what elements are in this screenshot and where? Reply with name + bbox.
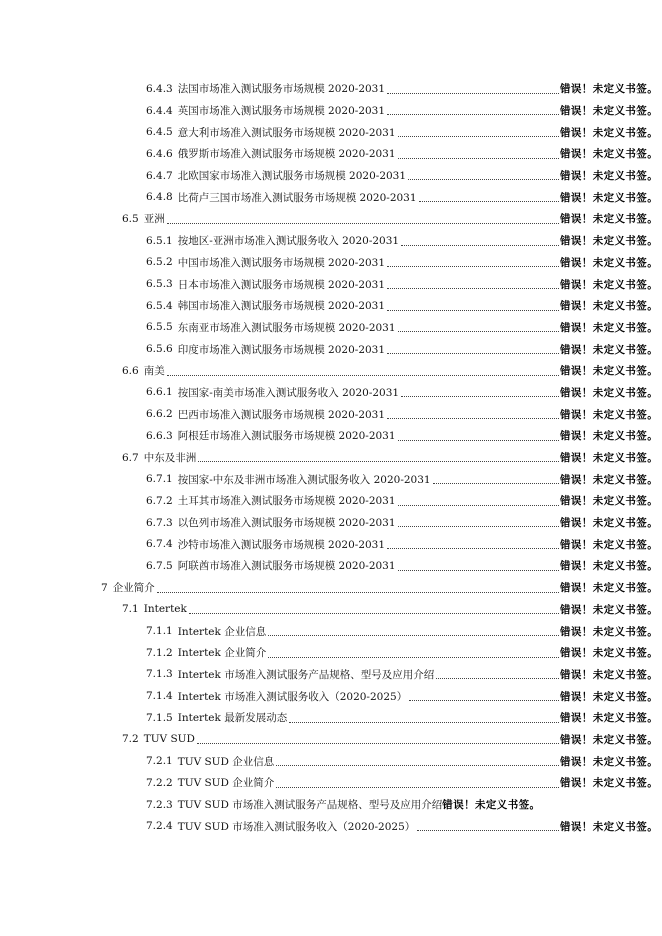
toc-entry[interactable] <box>0 78 662 100</box>
toc-entry-title: 印度市场准入测试服务市场规模 2020-2031 <box>177 343 386 356</box>
dot-leader <box>387 418 559 419</box>
page-ref-error: 错误！未定义书签。 <box>560 386 659 399</box>
toc-entry[interactable] <box>0 815 662 837</box>
toc-entry[interactable] <box>0 468 662 490</box>
toc-entry[interactable] <box>0 338 662 360</box>
page-ref-error: 错误！未定义书签。 <box>560 278 659 291</box>
dot-leader <box>387 93 559 94</box>
page-ref-error: 错误！未定义书签。 <box>560 343 659 356</box>
dot-leader <box>436 678 559 679</box>
page-ref-error: 错误！未定义书签。 <box>560 538 659 551</box>
toc-entry-number: 7.1 <box>122 603 139 616</box>
toc-entry[interactable] <box>0 121 662 143</box>
dot-leader <box>289 722 559 723</box>
dot-leader <box>189 613 559 614</box>
toc-entry[interactable] <box>0 664 662 686</box>
toc-entry-number: 6.6.2 <box>146 408 173 421</box>
page-ref-error: 错误！未定义书签。 <box>560 235 659 248</box>
page-ref-error: 错误！未定义书签。 <box>560 126 659 139</box>
page-ref-error: 错误！未定义书签。 <box>560 148 659 161</box>
page-ref-error: 错误！未定义书签。 <box>560 430 659 443</box>
toc-entry[interactable] <box>0 317 662 339</box>
toc-entry[interactable] <box>0 143 662 165</box>
toc-entry-title: TUV SUD 市场准入测试服务收入（2020-2025） <box>177 820 416 833</box>
dot-leader <box>387 310 559 311</box>
toc-entry-title: 阿根廷市场准入测试服务市场规模 2020-2031 <box>177 430 396 443</box>
toc-entry[interactable] <box>0 425 662 447</box>
toc-entry-title: 企业简介 <box>112 582 155 595</box>
dot-leader <box>276 787 559 788</box>
toc-entry-title: TUV SUD 市场准入测试服务产品规格、型号及应用介绍 <box>177 799 443 812</box>
page-ref-error: 错误！未定义书签。 <box>560 495 659 508</box>
toc-entry-title: 比荷卢三国市场准入测试服务市场规模 2020-2031 <box>177 191 417 204</box>
toc-entry-number: 7.2.1 <box>146 755 173 768</box>
toc-entry-title: 阿联酋市场准入测试服务市场规模 2020-2031 <box>177 560 396 573</box>
toc-entry-number: 6.6.3 <box>146 429 173 442</box>
toc-entry-title: 按国家-南美市场准入测试服务收入 2020-2031 <box>177 386 400 399</box>
toc-entry-title: 亚洲 <box>143 213 165 226</box>
toc-entry-title: 韩国市场准入测试服务市场规模 2020-2031 <box>177 300 386 313</box>
dot-leader <box>401 245 559 246</box>
toc-entry[interactable] <box>0 620 662 642</box>
toc-entry-title: 北欧国家市场准入测试服务市场规模 2020-2031 <box>177 170 407 183</box>
toc-entry-title: Intertek 市场准入测试服务收入（2020-2025） <box>177 690 408 703</box>
toc-entry[interactable] <box>0 295 662 317</box>
dot-leader <box>419 201 559 202</box>
toc-entry-number: 6.7.4 <box>146 538 173 551</box>
toc-entry-title: 按国家-中东及非洲市场准入测试服务收入 2020-2031 <box>177 473 431 486</box>
dot-leader <box>268 635 559 636</box>
toc-entry-title: Intertek 企业信息 <box>177 625 267 638</box>
toc-entry-number: 6.5.6 <box>146 343 173 356</box>
toc-entry-number: 7.2.2 <box>146 776 173 789</box>
toc-entry-title: TUV SUD <box>143 733 195 746</box>
toc-entry-number: 6.5.5 <box>146 321 173 334</box>
toc-entry-title: TUV SUD 企业简介 <box>177 777 275 790</box>
toc-entry-number: 6.7.3 <box>146 516 173 529</box>
toc-entry[interactable] <box>0 252 662 274</box>
dot-leader <box>387 548 559 549</box>
dot-leader <box>398 158 559 159</box>
toc-entry-title: Intertek <box>143 603 187 616</box>
dot-leader <box>433 483 559 484</box>
toc-entry-title: Intertek 企业简介 <box>177 647 267 660</box>
dot-leader <box>198 461 559 462</box>
toc-entry[interactable] <box>0 230 662 252</box>
toc-entry-number: 6.5.1 <box>146 234 173 247</box>
toc-entry[interactable] <box>0 186 662 208</box>
toc-entry-number: 6.5 <box>122 212 139 225</box>
dot-leader <box>398 331 559 332</box>
page-ref-error: 错误！未定义书签。 <box>560 213 659 226</box>
page-ref-error: 错误！未定义书签。 <box>442 799 541 812</box>
page-ref-error: 错误！未定义书签。 <box>560 560 659 573</box>
toc-entry-number: 6.5.4 <box>146 299 173 312</box>
dot-leader <box>398 136 559 137</box>
page-ref-error: 错误！未定义书签。 <box>560 321 659 334</box>
toc-entry-number: 6.7.1 <box>146 473 173 486</box>
toc-entry-title: 日本市场准入测试服务市场规模 2020-2031 <box>177 278 386 291</box>
dot-leader <box>268 657 559 658</box>
toc-entry[interactable] <box>0 447 662 469</box>
toc-entry-number: 6.4.4 <box>146 104 173 117</box>
toc-entry[interactable] <box>0 794 662 816</box>
page-ref-error: 错误！未定义书签。 <box>560 170 659 183</box>
toc-entry-title: Intertek 最新发展动态 <box>177 712 288 725</box>
toc-entry-number: 6.4.5 <box>146 126 173 139</box>
toc-entry-number: 6.7.5 <box>146 559 173 572</box>
toc-entry[interactable] <box>0 512 662 534</box>
toc-entry-number: 7.1.1 <box>146 625 173 638</box>
page-ref-error: 错误！未定义书签。 <box>560 256 659 269</box>
toc-entry-number: 6.4.3 <box>146 82 173 95</box>
toc-entry[interactable] <box>0 273 662 295</box>
toc-entry[interactable] <box>0 729 662 751</box>
dot-leader <box>157 592 559 593</box>
toc-entry[interactable] <box>0 382 662 404</box>
toc-entry-title: 中东及非洲 <box>143 452 197 465</box>
page-ref-error: 错误！未定义书签。 <box>560 733 659 746</box>
page-ref-error: 错误！未定义书签。 <box>560 105 659 118</box>
toc-entry[interactable] <box>0 685 662 707</box>
page-ref-error: 错误！未定义书签。 <box>560 690 659 703</box>
toc-entry-title: 意大利市场准入测试服务市场规模 2020-2031 <box>177 126 396 139</box>
dot-leader <box>387 266 559 267</box>
toc-entry-title: TUV SUD 企业信息 <box>177 755 275 768</box>
toc-entry-number: 6.6 <box>122 364 139 377</box>
toc-entry-title: 按地区-亚洲市场准入测试服务收入 2020-2031 <box>177 235 400 248</box>
dot-leader <box>398 570 559 571</box>
toc-entry-title: 土耳其市场准入测试服务市场规模 2020-2031 <box>177 495 396 508</box>
toc-entry-number: 7.1.2 <box>146 646 173 659</box>
toc-entry-title: 沙特市场准入测试服务市场规模 2020-2031 <box>177 538 386 551</box>
toc-entry-number: 7.2.3 <box>146 798 173 811</box>
toc-entry[interactable] <box>0 360 662 382</box>
dot-leader <box>387 353 559 354</box>
dot-leader <box>387 114 559 115</box>
toc-entry-number: 6.5.3 <box>146 278 173 291</box>
toc-entry-title: 东南亚市场准入测试服务市场规模 2020-2031 <box>177 321 396 334</box>
toc-entry[interactable] <box>0 533 662 555</box>
page-ref-error: 错误！未定义书签。 <box>560 473 659 486</box>
page-ref-error: 错误！未定义书签。 <box>560 712 659 725</box>
dot-leader <box>417 830 559 831</box>
page-ref-error: 错误！未定义书签。 <box>560 191 659 204</box>
page-ref-error: 错误！未定义书签。 <box>560 452 659 465</box>
page-ref-error: 错误！未定义书签。 <box>560 777 659 790</box>
toc-entry-number: 6.5.2 <box>146 256 173 269</box>
page-ref-error: 错误！未定义书签。 <box>560 625 659 638</box>
table-of-contents <box>0 78 662 837</box>
toc-entry-title: Intertek 市场准入测试服务产品规格、型号及应用介绍 <box>177 668 435 681</box>
toc-entry-number: 6.4.8 <box>146 191 173 204</box>
toc-entry-title: 巴西市场准入测试服务市场规模 2020-2031 <box>177 408 386 421</box>
page-ref-error: 错误！未定义书签。 <box>560 603 659 616</box>
toc-entry-title: 法国市场准入测试服务市场规模 2020-2031 <box>177 83 386 96</box>
toc-entry-title: 俄罗斯市场准入测试服务市场规模 2020-2031 <box>177 148 396 161</box>
toc-entry[interactable] <box>0 490 662 512</box>
toc-entry-number: 7.2.4 <box>146 820 173 833</box>
dot-leader <box>409 700 559 701</box>
page-ref-error: 错误！未定义书签。 <box>560 517 659 530</box>
page-ref-error: 错误！未定义书签。 <box>560 408 659 421</box>
page-ref-error: 错误！未定义书签。 <box>560 582 659 595</box>
toc-entry-number: 7.1.3 <box>146 668 173 681</box>
toc-entry[interactable] <box>0 750 662 772</box>
toc-entry-title: 以色列市场准入测试服务市场规模 2020-2031 <box>177 517 396 530</box>
toc-entry[interactable] <box>0 208 662 230</box>
toc-entry[interactable] <box>0 555 662 577</box>
dot-leader <box>401 396 559 397</box>
toc-entry[interactable] <box>0 577 662 599</box>
dot-leader <box>276 765 559 766</box>
toc-entry-number: 6.7.2 <box>146 494 173 507</box>
page-ref-error: 错误！未定义书签。 <box>560 300 659 313</box>
toc-entry-number: 6.6.1 <box>146 386 173 399</box>
page-ref-error: 错误！未定义书签。 <box>560 365 659 378</box>
toc-entry[interactable] <box>0 100 662 122</box>
toc-entry-number: 6.4.7 <box>146 169 173 182</box>
page-ref-error: 错误！未定义书签。 <box>560 83 659 96</box>
toc-entry-number: 7.1.4 <box>146 690 173 703</box>
dot-leader <box>398 526 559 527</box>
toc-entry-title: 南美 <box>143 365 165 378</box>
toc-entry[interactable] <box>0 642 662 664</box>
toc-entry-number: 7.1.5 <box>146 711 173 724</box>
toc-entry-number: 7 <box>101 581 108 594</box>
toc-entry[interactable] <box>0 707 662 729</box>
dot-leader <box>197 743 559 744</box>
dot-leader <box>167 223 559 224</box>
page-ref-error: 错误！未定义书签。 <box>560 647 659 660</box>
toc-entry-title: 中国市场准入测试服务市场规模 2020-2031 <box>177 256 386 269</box>
page-ref-error: 错误！未定义书签。 <box>560 668 659 681</box>
toc-entry-title: 英国市场准入测试服务市场规模 2020-2031 <box>177 105 386 118</box>
toc-entry[interactable] <box>0 772 662 794</box>
toc-entry[interactable] <box>0 403 662 425</box>
toc-entry[interactable] <box>0 165 662 187</box>
dot-leader <box>167 375 559 376</box>
dot-leader <box>398 505 559 506</box>
dot-leader <box>387 288 559 289</box>
toc-entry-number: 7.2 <box>122 733 139 746</box>
toc-entry-number: 6.4.6 <box>146 147 173 160</box>
page-ref-error: 错误！未定义书签。 <box>560 755 659 768</box>
dot-leader <box>398 440 559 441</box>
dot-leader <box>408 179 559 180</box>
toc-entry[interactable] <box>0 599 662 621</box>
page-ref-error: 错误！未定义书签。 <box>560 820 659 833</box>
toc-entry-number: 6.7 <box>122 451 139 464</box>
